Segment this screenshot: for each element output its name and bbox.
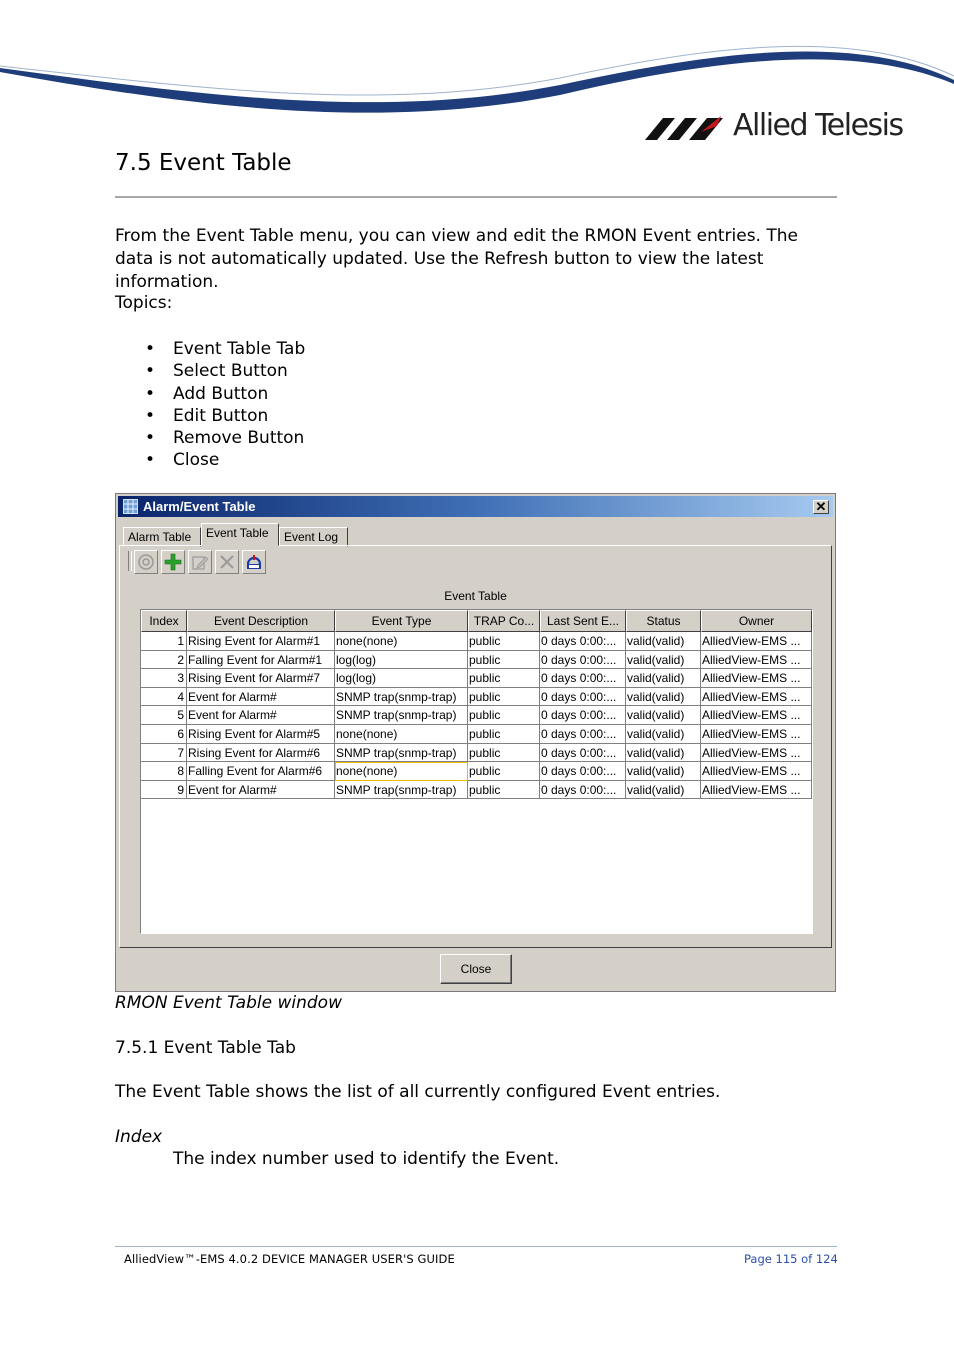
table-cell[interactable]: SNMP trap(snmp-trap): [335, 706, 468, 725]
table-cell[interactable]: valid(valid): [626, 651, 701, 670]
table-cell[interactable]: 0 days 0:00:...: [540, 669, 626, 688]
table-cell[interactable]: SNMP trap(snmp-trap): [335, 781, 468, 800]
table-cell[interactable]: Event for Alarm#: [187, 706, 335, 725]
table-row[interactable]: [141, 706, 811, 725]
table-cell[interactable]: public: [468, 669, 540, 688]
table-cell[interactable]: valid(valid): [626, 706, 701, 725]
section-title: 7.5.1 Event Table Tab: [115, 1038, 296, 1058]
table-cell[interactable]: 0 days 0:00:...: [540, 688, 626, 707]
table-cell[interactable]: 0 days 0:00:...: [540, 632, 626, 651]
column-header[interactable]: Index: [141, 610, 187, 632]
window-close-icon[interactable]: ✕: [813, 500, 829, 514]
field-label-index: Index: [115, 1127, 163, 1147]
refresh-icon: [245, 553, 263, 571]
topics-label: Topics:: [115, 293, 173, 313]
table-cell[interactable]: 5: [141, 706, 187, 725]
column-header[interactable]: TRAP Co...: [468, 610, 540, 632]
table-cell[interactable]: 0 days 0:00:...: [540, 744, 626, 763]
field-description-index: The index number used to identify the Event.: [173, 1149, 560, 1169]
logo-text: Allied Telesis: [733, 108, 903, 143]
section-text: The Event Table shows the list of all currently configured Event entries.: [115, 1082, 721, 1102]
table-cell[interactable]: AlliedView-EMS ...: [701, 762, 812, 781]
intro-paragraph: From the Event Table menu, you can view and edit the RMON Event entries. The data is not automatically updated. Use the Refresh button to view the latest information.: [115, 226, 798, 292]
topic-item[interactable]: • Close: [145, 449, 305, 471]
table-cell[interactable]: none(none): [335, 725, 468, 744]
table-cell[interactable]: public: [468, 762, 540, 781]
allied-telesis-logo: [645, 106, 905, 146]
table-cell[interactable]: 6: [141, 725, 187, 744]
table-cell[interactable]: AlliedView-EMS ...: [701, 651, 812, 670]
table-cell[interactable]: AlliedView-EMS ...: [701, 706, 812, 725]
table-cell[interactable]: 0 days 0:00:...: [540, 651, 626, 670]
table-row[interactable]: [141, 688, 811, 707]
column-header[interactable]: Last Sent E...: [540, 610, 626, 632]
table-cell[interactable]: SNMP trap(snmp-trap): [335, 688, 468, 707]
table-cell[interactable]: AlliedView-EMS ...: [701, 744, 812, 763]
table-cell[interactable]: 0 days 0:00:...: [540, 762, 626, 781]
table-cell[interactable]: Rising Event for Alarm#6: [187, 744, 335, 763]
table-cell[interactable]: log(log): [335, 651, 468, 670]
table-cell[interactable]: none(none): [335, 632, 468, 651]
table-cell[interactable]: valid(valid): [626, 781, 701, 800]
grid-icon: [123, 499, 138, 514]
topic-item[interactable]: • Add Button: [145, 383, 305, 405]
topic-item[interactable]: • Edit Button: [145, 405, 305, 427]
table-cell[interactable]: 9: [141, 781, 187, 800]
table-row[interactable]: [141, 632, 811, 651]
table-row[interactable]: [141, 725, 811, 744]
table-cell[interactable]: Rising Event for Alarm#7: [187, 669, 335, 688]
table-cell[interactable]: public: [468, 688, 540, 707]
refresh-button[interactable]: [242, 550, 266, 574]
add-icon: [164, 553, 182, 571]
table-cell[interactable]: 8: [141, 762, 187, 781]
topic-item[interactable]: • Event Table Tab: [145, 338, 305, 360]
table-cell[interactable]: Falling Event for Alarm#6: [187, 762, 335, 781]
footer-page-number: Page 115 of 124: [744, 1252, 838, 1266]
table-row[interactable]: [141, 651, 811, 670]
window-title: Alarm/Event Table: [143, 499, 256, 514]
table-cell[interactable]: none(none): [335, 762, 468, 781]
table-cell[interactable]: 2: [141, 651, 187, 670]
title-divider: [115, 196, 837, 198]
table-cell[interactable]: valid(valid): [626, 725, 701, 744]
toolbar-separator: [128, 551, 132, 571]
table-cell[interactable]: 4: [141, 688, 187, 707]
table-caption: Event Table: [444, 589, 507, 603]
table-cell[interactable]: public: [468, 725, 540, 744]
table-cell[interactable]: Falling Event for Alarm#1: [187, 651, 335, 670]
table-cell[interactable]: AlliedView-EMS ...: [701, 688, 812, 707]
table-cell[interactable]: 3: [141, 669, 187, 688]
table-cell[interactable]: public: [468, 632, 540, 651]
alarm-event-window: [115, 493, 836, 992]
table-row[interactable]: [141, 762, 811, 781]
window-titlebar[interactable]: [118, 496, 833, 517]
table-cell[interactable]: public: [468, 706, 540, 725]
table-cell[interactable]: 0 days 0:00:...: [540, 781, 626, 800]
select-icon: [137, 553, 155, 571]
table-cell[interactable]: AlliedView-EMS ...: [701, 725, 812, 744]
footer-guide-title: AlliedView™-EMS 4.0.2 DEVICE MANAGER USER'S GUIDE: [124, 1252, 455, 1266]
topics-list: [145, 338, 305, 472]
tab-event-table[interactable]: Event Table: [201, 523, 279, 546]
footer-divider: [115, 1246, 837, 1247]
table-cell[interactable]: AlliedView-EMS ...: [701, 632, 812, 651]
event-table-grid[interactable]: [140, 609, 813, 934]
tab-event-log[interactable]: Event Log: [279, 527, 348, 547]
table-cell[interactable]: Event for Alarm#: [187, 688, 335, 707]
table-cell[interactable]: 0 days 0:00:...: [540, 706, 626, 725]
column-header[interactable]: Event Type: [335, 610, 468, 632]
edit-button[interactable]: [188, 550, 212, 574]
column-header[interactable]: Event Description: [187, 610, 335, 632]
table-cell[interactable]: Rising Event for Alarm#1: [187, 632, 335, 651]
table-cell[interactable]: AlliedView-EMS ...: [701, 781, 812, 800]
table-cell[interactable]: public: [468, 781, 540, 800]
table-cell[interactable]: Rising Event for Alarm#5: [187, 725, 335, 744]
table-row[interactable]: [141, 669, 811, 688]
column-header[interactable]: Status: [626, 610, 701, 632]
table-cell[interactable]: valid(valid): [626, 632, 701, 651]
table-cell[interactable]: Event for Alarm#: [187, 781, 335, 800]
topic-item[interactable]: • Select Button: [145, 360, 305, 382]
table-cell[interactable]: valid(valid): [626, 688, 701, 707]
column-header[interactable]: Owner: [701, 610, 812, 632]
table-cell[interactable]: AlliedView-EMS ...: [701, 669, 812, 688]
table-cell[interactable]: valid(valid): [626, 744, 701, 763]
select-button[interactable]: [134, 550, 158, 574]
remove-icon: [218, 553, 236, 571]
add-button[interactable]: [161, 550, 185, 574]
table-row[interactable]: [141, 744, 811, 763]
table-cell[interactable]: valid(valid): [626, 762, 701, 781]
figure-caption: RMON Event Table window: [115, 993, 342, 1013]
table-cell[interactable]: SNMP trap(snmp-trap): [335, 744, 468, 763]
topic-item[interactable]: • Remove Button: [145, 427, 305, 449]
table-row[interactable]: [141, 781, 811, 800]
table-cell[interactable]: 0 days 0:00:...: [540, 725, 626, 744]
table-cell[interactable]: log(log): [335, 669, 468, 688]
edit-icon: [191, 553, 209, 571]
table-cell[interactable]: 1: [141, 632, 187, 651]
table-cell[interactable]: 7: [141, 744, 187, 763]
table-cell[interactable]: valid(valid): [626, 669, 701, 688]
table-header: [141, 610, 812, 632]
close-button[interactable]: Close: [440, 954, 512, 984]
table-cell[interactable]: public: [468, 744, 540, 763]
table-cell[interactable]: public: [468, 651, 540, 670]
tab-alarm-table[interactable]: Alarm Table: [123, 527, 201, 547]
page-title: 7.5 Event Table: [115, 150, 292, 176]
remove-button[interactable]: [215, 550, 239, 574]
